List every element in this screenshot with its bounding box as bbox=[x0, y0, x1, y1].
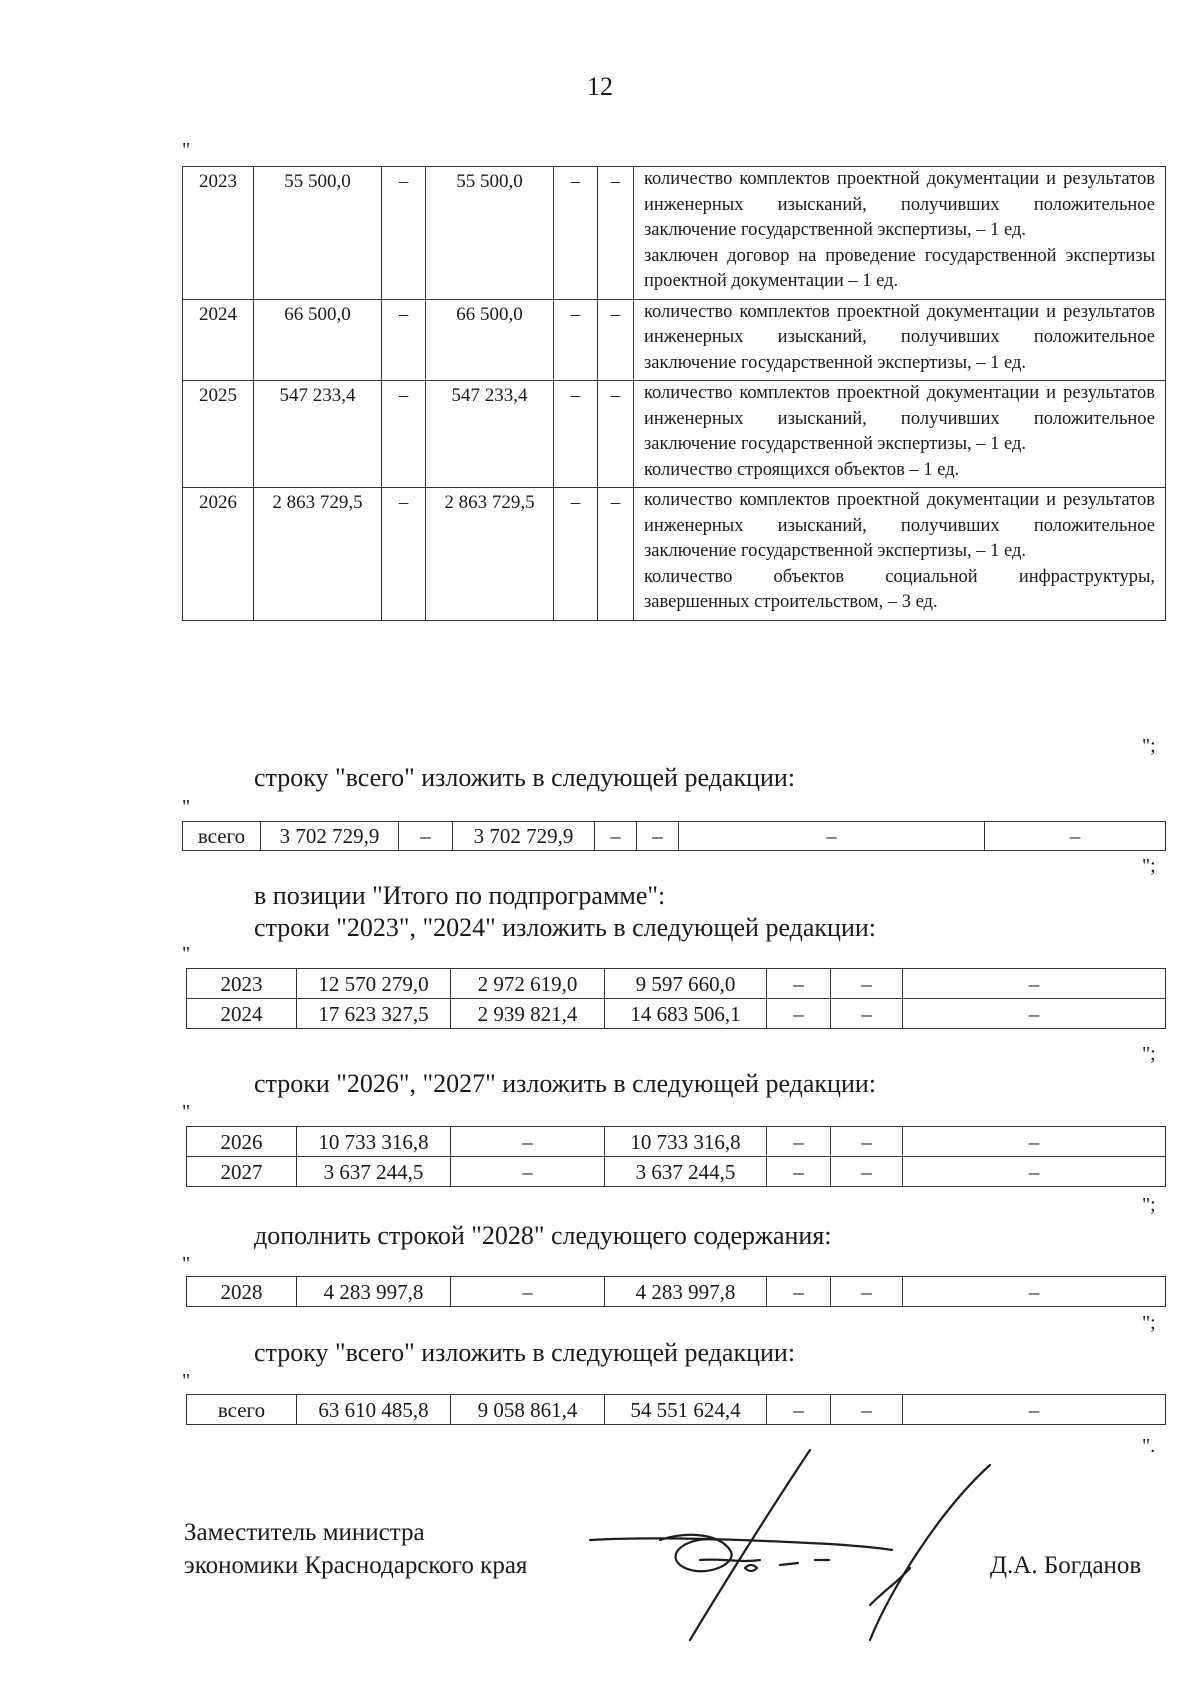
cell-result: – bbox=[985, 822, 1166, 851]
table-row bbox=[183, 299, 1166, 381]
signatory-position-line2: экономики Краснодарского края bbox=[184, 1552, 528, 1579]
cell-year: 2027 bbox=[187, 1157, 297, 1187]
description-paragraph: количество комплектов проектной документации и результатов инженерных изысканий, получивших положительное заключение государственной экспертизы, – 1 ед. bbox=[644, 490, 1155, 561]
cell-federal: – bbox=[382, 167, 426, 300]
opening-quote: " bbox=[182, 1101, 191, 1123]
cell-regional: 3 637 244,5 bbox=[605, 1157, 767, 1187]
table-row bbox=[187, 999, 1166, 1029]
closing-quote: "; bbox=[1142, 1194, 1156, 1216]
cell-total: 547 233,4 bbox=[254, 381, 382, 488]
cell-extrabudget: – bbox=[598, 488, 634, 621]
cell-regional: 55 500,0 bbox=[426, 167, 554, 300]
cell-regional: 54 551 624,4 bbox=[605, 1395, 767, 1425]
cell-municipal: – bbox=[554, 167, 598, 300]
instruction-text: в позиции "Итого по подпрограмме": bbox=[254, 881, 666, 910]
subprogram-total-table bbox=[186, 1276, 1166, 1307]
cell-year: 2024 bbox=[187, 999, 297, 1029]
cell-extrabudget: – bbox=[831, 1157, 903, 1187]
cell-regional: 9 597 660,0 bbox=[605, 969, 767, 999]
handwritten-signature bbox=[580, 1440, 1000, 1650]
table-row bbox=[187, 1395, 1166, 1425]
cell-federal: – bbox=[399, 822, 453, 851]
cell-extrabudget: – bbox=[831, 999, 903, 1029]
subprogram-total-table bbox=[186, 1394, 1166, 1425]
cell-year: 2028 bbox=[187, 1277, 297, 1307]
subprogram-total-table bbox=[186, 1126, 1166, 1187]
cell-extrabudget: – bbox=[637, 822, 679, 851]
opening-quote: " bbox=[182, 943, 191, 965]
cell-federal: 9 058 861,4 bbox=[451, 1395, 605, 1425]
closing-quote: "; bbox=[1142, 735, 1156, 757]
instruction-text: строки "2026", "2027" изложить в следующей редакции: bbox=[254, 1069, 877, 1098]
cell-year: 2023 bbox=[187, 969, 297, 999]
results-table bbox=[182, 166, 1166, 621]
cell-federal: 2 939 821,4 bbox=[451, 999, 605, 1029]
cell-total: 3 702 729,9 bbox=[261, 822, 399, 851]
closing-quote: "; bbox=[1142, 855, 1156, 877]
description-paragraph: количество строящихся объектов – 1 ед. bbox=[644, 459, 960, 480]
cell-total: 3 637 244,5 bbox=[297, 1157, 451, 1187]
cell-municipal: – bbox=[767, 1157, 831, 1187]
cell-year: 2023 bbox=[183, 167, 254, 300]
cell-extrabudget: – bbox=[831, 969, 903, 999]
cell-municipal: – bbox=[554, 381, 598, 488]
cell-municipal: – bbox=[767, 999, 831, 1029]
cell-regional: 547 233,4 bbox=[426, 381, 554, 488]
cell-federal: 2 972 619,0 bbox=[451, 969, 605, 999]
table-row bbox=[187, 969, 1166, 999]
description-paragraph: количество комплектов проектной документации и результатов инженерных изысканий, получивших положительное заключение государственной экспертизы, – 1 ед. bbox=[644, 301, 1155, 373]
table-row bbox=[183, 488, 1166, 621]
table-row bbox=[183, 167, 1166, 300]
cell-federal: – bbox=[451, 1157, 605, 1187]
opening-quote: " bbox=[182, 796, 191, 818]
row-label: всего bbox=[183, 822, 261, 851]
closing-quote: "; bbox=[1142, 1312, 1156, 1334]
subprogram-total-table bbox=[186, 968, 1166, 1029]
cell-total: 10 733 316,8 bbox=[297, 1127, 451, 1157]
cell-extrabudget: – bbox=[831, 1277, 903, 1307]
opening-quote: " bbox=[182, 1253, 191, 1275]
description-paragraph: заключен договор на проведение государственной экспертизы проектной документации – 1 ед. bbox=[644, 245, 1155, 291]
cell-regional: 10 733 316,8 bbox=[605, 1127, 767, 1157]
cell-extrabudget: – bbox=[831, 1395, 903, 1425]
cell-total: 4 283 997,8 bbox=[297, 1277, 451, 1307]
cell-extrabudget: – bbox=[598, 381, 634, 488]
cell-regional: 3 702 729,9 bbox=[453, 822, 595, 851]
instruction-text: дополнить строкой "2028" следующего содержания: bbox=[254, 1221, 832, 1250]
signatory-position-line1: Заместитель министра bbox=[184, 1519, 425, 1546]
instruction-text: строку "всего" изложить в следующей редакции: bbox=[254, 763, 796, 792]
cell-municipal: – bbox=[554, 488, 598, 621]
cell-result: – bbox=[903, 1157, 1166, 1187]
closing-quote: ". bbox=[1142, 1435, 1156, 1457]
description-paragraph: количество комплектов проектной документации и результатов инженерных изысканий, получивших положительное заключение государственной экспертизы, – 1 ед. bbox=[644, 169, 1155, 240]
cell-description bbox=[634, 381, 1166, 488]
description-paragraph: количество объектов социальной инфраструктуры, завершенных строительством, – 3 ед. bbox=[644, 566, 1155, 612]
cell-year: 2025 bbox=[183, 381, 254, 488]
cell-description bbox=[634, 488, 1166, 621]
cell-regional: 2 863 729,5 bbox=[426, 488, 554, 621]
cell-description bbox=[634, 167, 1166, 300]
cell-federal: – bbox=[382, 488, 426, 621]
cell-regional: 4 283 997,8 bbox=[605, 1277, 767, 1307]
cell-regional: 14 683 506,1 bbox=[605, 999, 767, 1029]
table-row bbox=[187, 1157, 1166, 1187]
cell-result: – bbox=[903, 1277, 1166, 1307]
cell-total: 17 623 327,5 bbox=[297, 999, 451, 1029]
description-paragraph: количество комплектов проектной документации и результатов инженерных изысканий, получивших положительное заключение государственной экспертизы, – 1 ед. bbox=[644, 383, 1155, 454]
table-row bbox=[187, 1127, 1166, 1157]
cell-federal: – bbox=[451, 1277, 605, 1307]
cell-extrabudget: – bbox=[598, 167, 634, 300]
cell-extrabudget: – bbox=[831, 1127, 903, 1157]
cell-municipal: – bbox=[767, 1395, 831, 1425]
signatory-name: Д.А. Богданов bbox=[990, 1552, 1142, 1579]
instruction-text: строки "2023", "2024" изложить в следующей редакции: bbox=[254, 913, 877, 942]
opening-quote: " bbox=[182, 139, 191, 161]
cell-municipal: – bbox=[767, 1127, 831, 1157]
cell-total: 63 610 485,8 bbox=[297, 1395, 451, 1425]
cell-federal: – bbox=[451, 1127, 605, 1157]
opening-quote: " bbox=[182, 1370, 191, 1392]
instruction-text: строку "всего" изложить в следующей редакции: bbox=[254, 1338, 796, 1367]
cell-description: – bbox=[679, 822, 985, 851]
cell-municipal: – bbox=[767, 969, 831, 999]
cell-federal: – bbox=[382, 299, 426, 381]
cell-municipal: – bbox=[554, 299, 598, 381]
cell-total: 2 863 729,5 bbox=[254, 488, 382, 621]
cell-municipal: – bbox=[595, 822, 637, 851]
cell-result: – bbox=[903, 1127, 1166, 1157]
cell-total: 12 570 279,0 bbox=[297, 969, 451, 999]
cell-year: 2024 bbox=[183, 299, 254, 381]
cell-result: – bbox=[903, 999, 1166, 1029]
table-row bbox=[183, 822, 1166, 851]
cell-result: – bbox=[903, 1395, 1166, 1425]
cell-year: всего bbox=[187, 1395, 297, 1425]
cell-extrabudget: – bbox=[598, 299, 634, 381]
cell-result: – bbox=[903, 969, 1166, 999]
cell-description bbox=[634, 299, 1166, 381]
cell-total: 55 500,0 bbox=[254, 167, 382, 300]
table-row bbox=[183, 381, 1166, 488]
total-row-table bbox=[182, 821, 1166, 851]
cell-year: 2026 bbox=[187, 1127, 297, 1157]
cell-year: 2026 bbox=[183, 488, 254, 621]
cell-regional: 66 500,0 bbox=[426, 299, 554, 381]
table-row bbox=[187, 1277, 1166, 1307]
closing-quote: "; bbox=[1142, 1043, 1156, 1065]
cell-federal: – bbox=[382, 381, 426, 488]
cell-total: 66 500,0 bbox=[254, 299, 382, 381]
page-number: 12 bbox=[587, 72, 613, 101]
cell-municipal: – bbox=[767, 1277, 831, 1307]
